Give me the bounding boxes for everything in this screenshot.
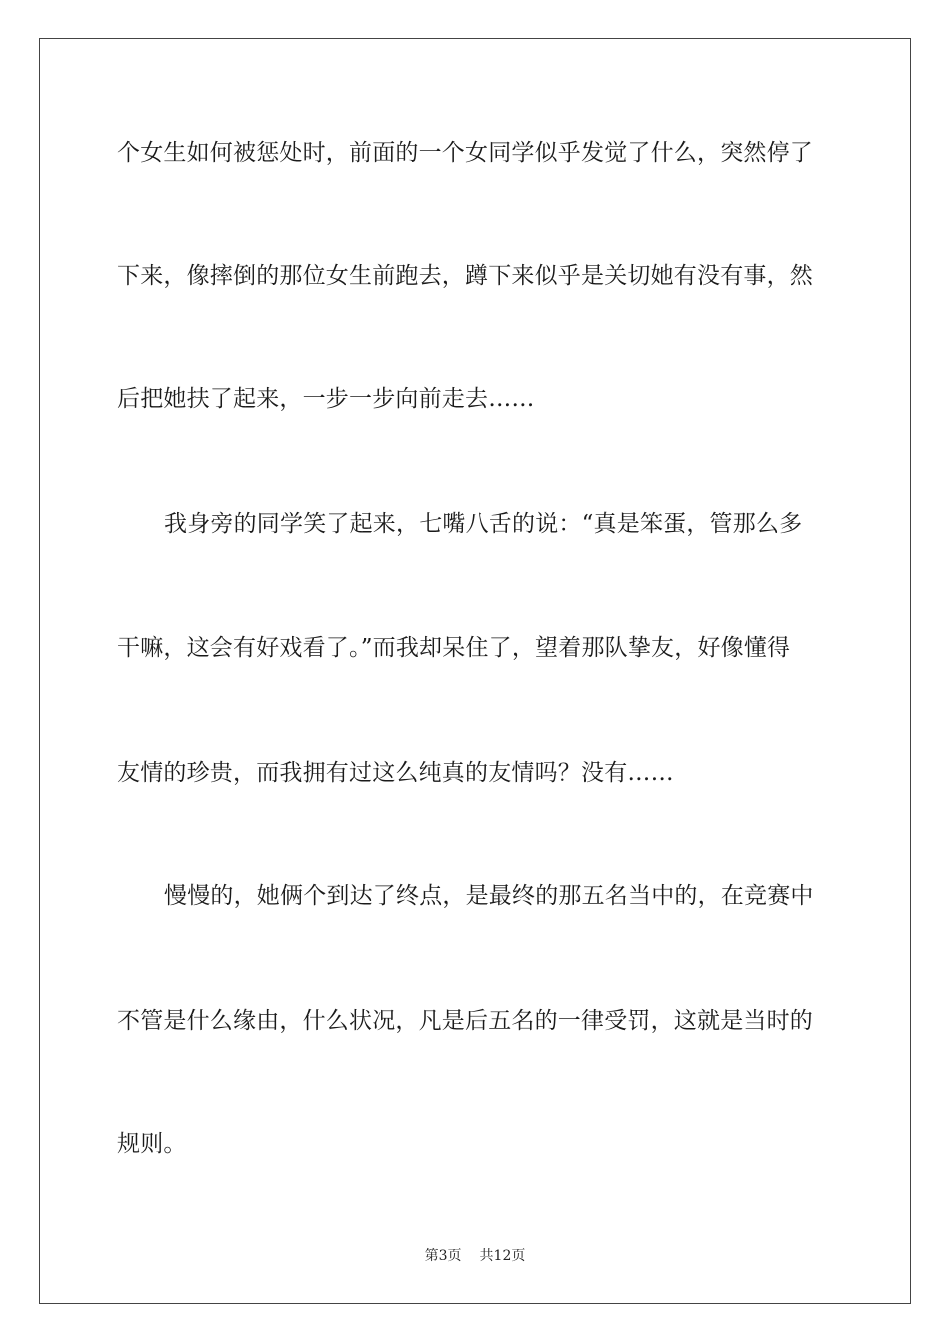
paragraph-2-line-2: 干嘛，这会有好戏看了。”而我却呆住了，望着那队挚友，好像懂得 xyxy=(117,635,791,661)
page-footer xyxy=(0,1247,950,1265)
paragraph-3-line-3: 规则。 xyxy=(117,1131,187,1157)
paragraph-2-line-3: 友情的珍贵，而我拥有过这么纯真的友情吗？没有…… xyxy=(117,760,674,786)
page-border xyxy=(39,38,911,1304)
page-number: 第3页 xyxy=(424,1248,462,1264)
paragraph-2-line-1: 我身旁的同学笑了起来，七嘴八舌的说：“真是笨蛋，管那么多 xyxy=(164,511,803,537)
paragraph-1-line-3: 后把她扶了起来，一步一步向前走去…… xyxy=(117,386,535,412)
paragraph-3-line-1: 慢慢的，她俩个到达了终点，是最终的那五名当中的，在竞赛中 xyxy=(164,883,814,909)
paragraph-3-line-2: 不管是什么缘由，什么状况，凡是后五名的一律受罚，这就是当时的 xyxy=(117,1008,813,1034)
paragraph-1-line-1: 个女生如何被惩处时，前面的一个女同学似乎发觉了什么，突然停了 xyxy=(117,140,813,166)
paragraph-1-line-2: 下来，像摔倒的那位女生前跑去，蹲下来似乎是关切她有没有事，然 xyxy=(117,263,813,289)
total-pages: 共12页 xyxy=(479,1248,526,1264)
